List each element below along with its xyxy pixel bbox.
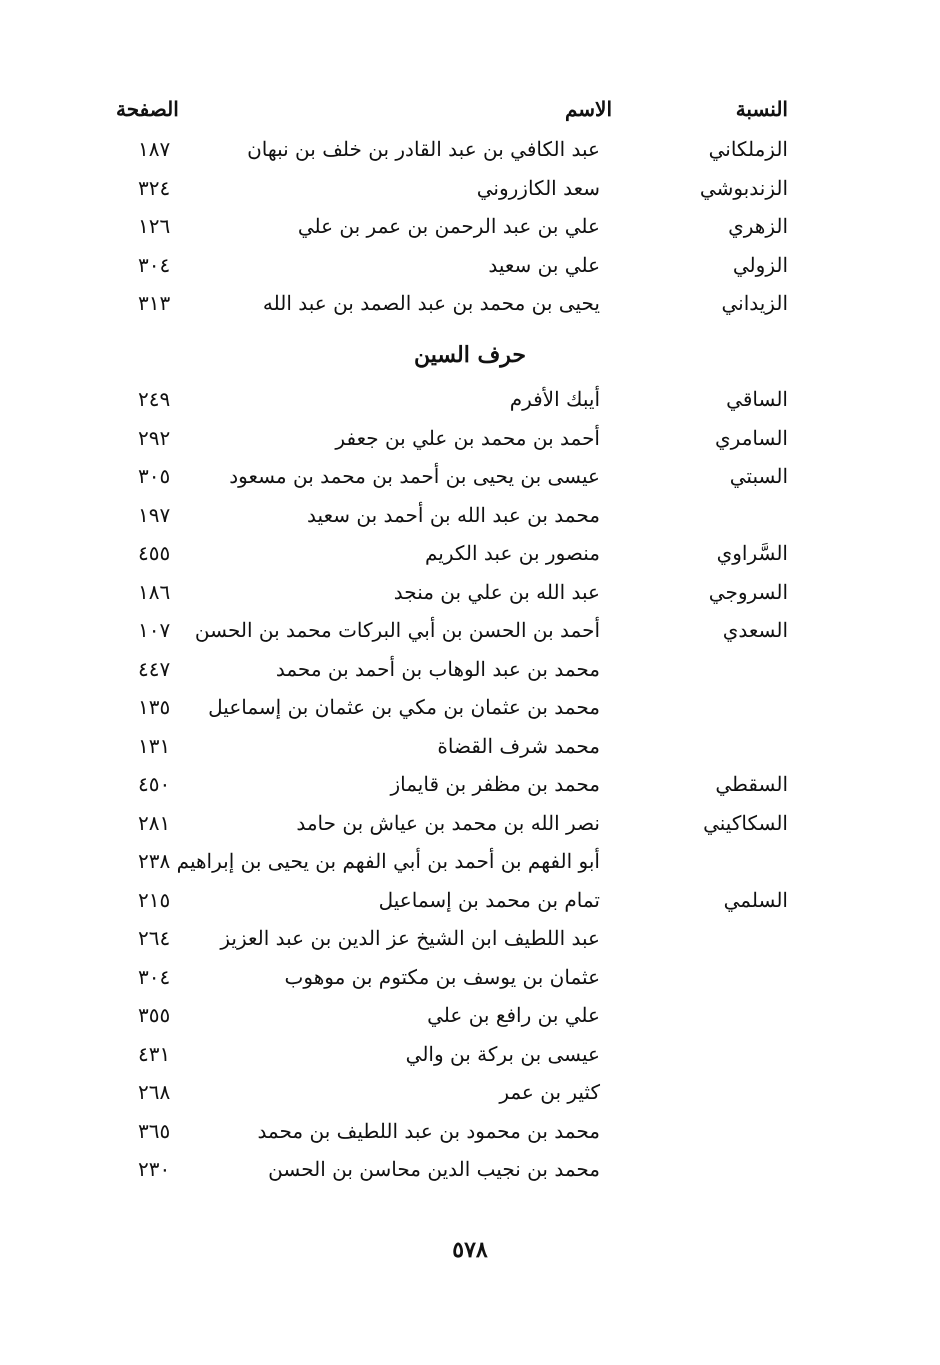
table-row [0, 1112, 940, 1150]
table-row [0, 284, 940, 322]
table-row [0, 842, 940, 880]
table-row [0, 765, 940, 803]
entry-page: ٢٦٤ [138, 926, 171, 950]
entry-name: منصور بن عبد الكريم [424, 541, 600, 565]
entry-page: ٤٣١ [138, 1041, 171, 1066]
entry-page: ٢٨١ [138, 810, 171, 835]
entry-page: ١٨٧ [138, 137, 171, 161]
entry-nisba: السَّراوي [716, 541, 788, 565]
entry-name: سعد الكازروني [476, 175, 600, 200]
entry-nisba: الزندبوشي [699, 175, 788, 200]
entry-nisba: السبتي [729, 464, 788, 488]
entry-page: ٢٣٨ [138, 849, 171, 873]
entry-page: ٣٠٤ [138, 964, 171, 989]
entry-name: أحمد بن الحسن بن أبي البركات محمد بن الحسن [194, 618, 600, 642]
entry-name: أحمد بن محمد بن علي بن جعفر [335, 425, 600, 450]
entry-name: نصر الله بن محمد بن عياش بن حامد [296, 810, 600, 835]
entry-name: محمد بن مظفر بن قايماز [390, 772, 600, 796]
table-row [0, 881, 940, 919]
entry-name: عبد الكافي بن عبد القادر بن خلف بن نبهان [247, 137, 600, 161]
entry-name: يحيى بن محمد بن عبد الصمد بن عبد الله [262, 291, 600, 315]
entry-page: ٤٥٠ [138, 772, 171, 796]
entry-nisba: الزملكاني [708, 137, 788, 161]
table-row [0, 1073, 940, 1111]
entry-name: عبد الله بن علي بن منجد [393, 579, 600, 604]
entry-nisba: الساقي [726, 387, 788, 411]
entry-page: ٣٥٥ [138, 1003, 171, 1027]
table-row [0, 1035, 940, 1073]
table-row [0, 1150, 940, 1188]
section-title: حرف السين [413, 342, 527, 368]
header-nisba: النسبة [735, 97, 788, 121]
entry-name: علي بن سعيد [488, 252, 600, 277]
entry-name: عثمان بن يوسف بن مكتوم بن موهوب [284, 964, 600, 989]
entry-name: علي بن رافع بن علي [427, 1003, 600, 1027]
entry-page: ٢٩٢ [138, 425, 171, 450]
entry-page: ٢١٥ [138, 887, 171, 912]
table-row [0, 534, 940, 572]
table-row [0, 804, 940, 842]
entry-nisba: السكاكيني [703, 810, 788, 835]
entry-page: ٤٤٧ [138, 656, 171, 681]
table-row [0, 380, 940, 418]
entry-page: ٣٦٥ [138, 1118, 171, 1143]
entry-nisba: الزهري [728, 214, 788, 238]
entry-name: محمد بن عثمان بن مكي بن عثمان بن إسماعيل [208, 695, 600, 719]
entry-nisba: السروجي [708, 579, 788, 604]
table-row [0, 169, 940, 207]
entry-nisba: السامري [715, 425, 788, 450]
entry-page: ١٨٦ [138, 579, 171, 604]
entry-page: ٣٠٤ [138, 252, 171, 277]
entry-name: محمد بن عبد الله بن أحمد بن سعيد [307, 502, 600, 527]
table-row [0, 246, 940, 284]
entry-page: ١٠٧ [138, 618, 171, 642]
table-row [0, 650, 940, 688]
table-row [0, 130, 940, 168]
entry-nisba: الزيداني [721, 291, 788, 315]
page-number: ٥٧٨ [452, 1237, 488, 1263]
entry-name: محمد بن محمود بن عبد اللطيف بن محمد [257, 1118, 600, 1143]
entry-page: ٣٠٥ [138, 464, 171, 488]
table-row [0, 996, 940, 1034]
entry-page: ١٩٧ [138, 502, 171, 527]
table-row [0, 958, 940, 996]
table-row [0, 611, 940, 649]
entry-name: علي بن عبد الرحمن بن عمر بن علي [297, 214, 600, 238]
entry-name: محمد بن نجيب الدين محاسن بن الحسن [268, 1157, 600, 1181]
table-row [0, 207, 940, 245]
table-row [0, 688, 940, 726]
table-row [0, 496, 940, 534]
entry-name: عبد اللطيف ابن الشيخ عز الدين بن عبد العزيز [220, 926, 600, 950]
entry-page: ١٢٦ [138, 214, 171, 238]
entry-page: ١٣٥ [138, 695, 171, 719]
entry-page: ٢٤٩ [138, 387, 171, 411]
column-header-row [0, 90, 940, 128]
entry-page: ١٣١ [138, 733, 171, 758]
entry-name: عيسى بن بركة بن والي [405, 1041, 600, 1066]
table-row [0, 457, 940, 495]
entry-name: أيبك الأفرم [509, 387, 600, 411]
entry-name: كثير بن عمر [499, 1080, 600, 1104]
entry-page: ٣١٣ [138, 291, 171, 315]
entry-name: محمد شرف القضاة [437, 733, 600, 758]
entry-page: ٤٥٥ [138, 541, 171, 565]
entry-nisba: السلمي [723, 887, 788, 912]
table-row [0, 919, 940, 957]
entry-nisba: السقطي [715, 772, 788, 796]
table-row [0, 573, 940, 611]
entry-name: أبو الفهم بن أحمد بن أبي الفهم بن يحيى بن إبراهيم [176, 849, 600, 873]
entry-name: محمد بن عبد الوهاب بن أحمد بن محمد [275, 656, 600, 681]
entry-nisba: الزولي [732, 252, 788, 277]
table-row [0, 419, 940, 457]
entry-name: عيسى بن يحيى بن أحمد بن محمد بن مسعود [229, 464, 600, 488]
header-page: الصفحة [116, 97, 179, 121]
entry-page: ٣٢٤ [138, 175, 171, 200]
header-name: الاسم [564, 97, 612, 121]
entry-page: ٢٦٨ [138, 1080, 171, 1104]
table-row [0, 727, 940, 765]
entry-page: ٢٣٠ [138, 1157, 171, 1181]
entry-nisba: السعدي [722, 618, 788, 642]
entry-name: تمام بن محمد بن إسماعيل [378, 887, 600, 912]
